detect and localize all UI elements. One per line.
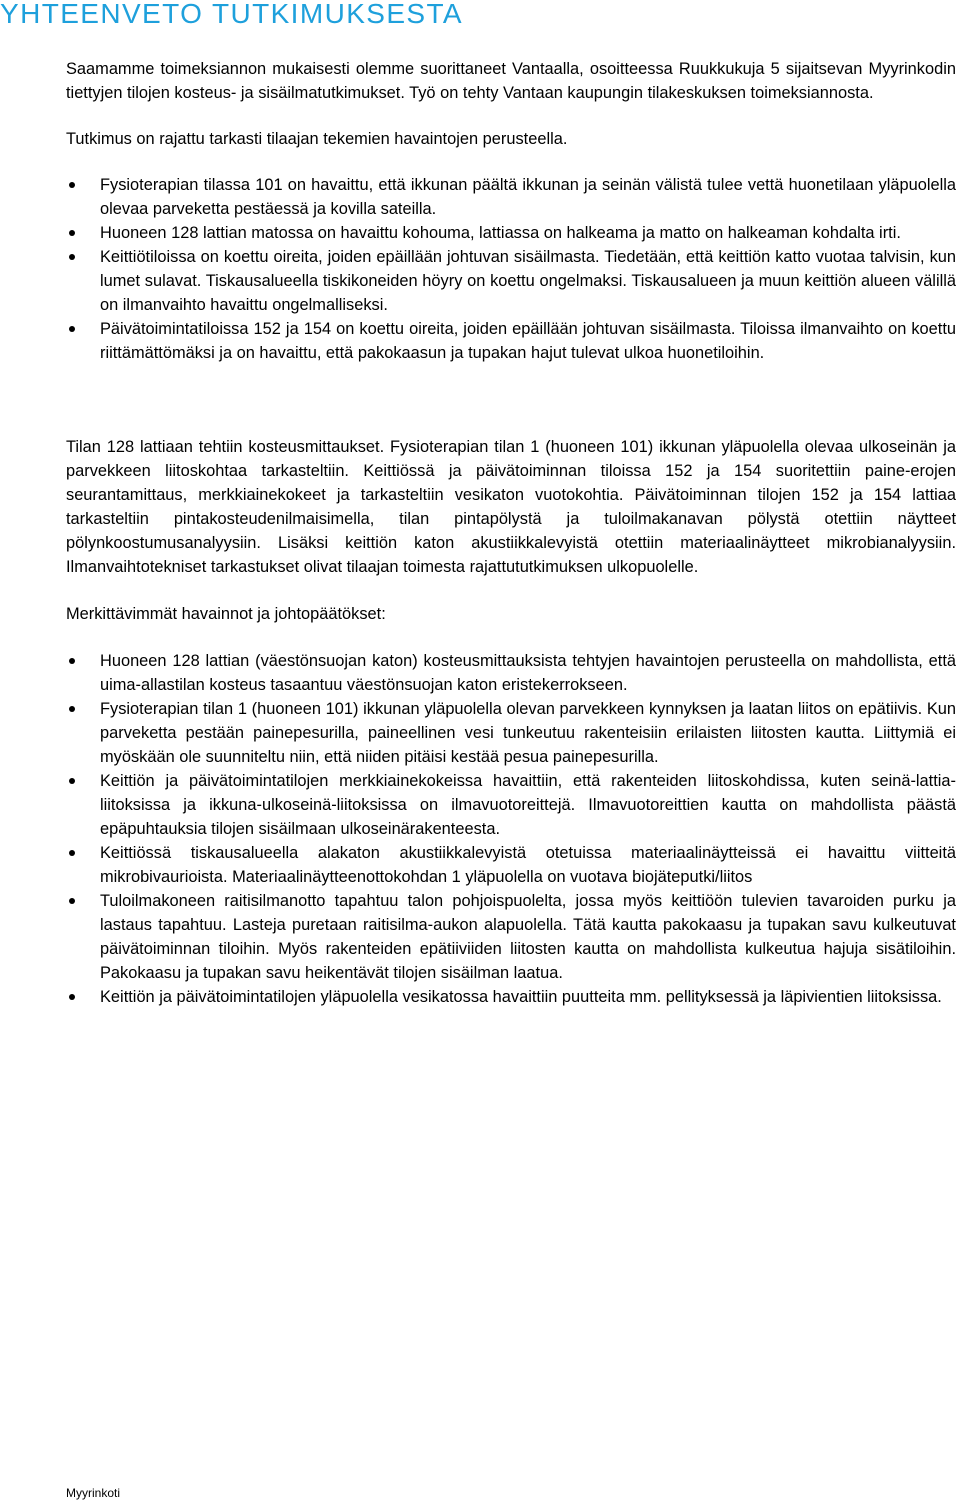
page-title: YHTEENVETO TUTKIMUKSESTA <box>0 0 464 29</box>
bullet-icon <box>69 658 75 664</box>
list-item <box>66 889 956 985</box>
list-item <box>66 317 956 365</box>
list-item-text: Keittiön ja päivätoimintatilojen yläpuolella vesikatossa havaittiin puutteita mm. pellityksessä ja läpivientien liitoksissa. <box>100 988 942 1006</box>
bullet-icon <box>69 254 75 260</box>
list-item <box>66 221 956 245</box>
page-footer: Myyrinkoti <box>66 1486 121 1500</box>
scope-paragraph: Tutkimus on rajattu tarkasti tilaajan tekemien havaintojen perusteella. <box>66 130 568 148</box>
list-item <box>66 649 956 697</box>
client-observations-list <box>66 173 956 365</box>
list-item <box>66 173 956 221</box>
list-item-text: Päivätoimintatiloissa 152 ja 154 on koettu oireita, joiden epäillään johtuvan sisäilmasta. Tiloissa ilmanvaihto on koettu riittämättömäksi ja on havaittu, että pakokaasun ja tupakan hajut tulevat ulkoa huonetiloihin. <box>100 320 956 362</box>
intro-paragraph: Saamamme toimeksiannon mukaisesti olemme suorittaneet Vantaalla, osoitteessa Ruukkukuja 5 sijaitsevan Myyrinkodin tiettyjen tilojen kosteus- ja sisäilmatutkimukset. Työ on tehty Vantaan kaupungin tilakeskuksen toimeksiannosta. <box>66 60 956 102</box>
findings-list <box>66 649 956 1009</box>
bullet-icon <box>69 326 75 332</box>
list-item-text: Fysioterapian tilan 1 (huoneen 101) ikkunan yläpuolella olevan parvekkeen kynnyksen ja laatan liitos on epätiivis. Kun parveketta pestään painepesurilla, paineellinen vesi tunkeutuu rakenteisiin erilaisten liitosten kautta. Liittymiä ei myöskään ole suunniteltu niin, että niiden pitäisi kestää pesua painepesurilla. <box>100 700 956 766</box>
list-item <box>66 697 956 769</box>
list-item <box>66 245 956 317</box>
list-item <box>66 841 956 889</box>
list-item-text: Fysioterapian tilassa 101 on havaittu, että ikkunan päältä ikkunan ja seinän välistä tulee vettä huonetilaan yläpuolella olevaa parveketta pestäessä ja kovilla sateilla. <box>100 176 956 218</box>
bullet-icon <box>69 778 75 784</box>
list-item-text: Tuloilmakoneen raitisilmanotto tapahtuu talon pohjoispuolelta, jossa myös keittiöön tulevien tavaroiden purku ja lastaus tapahtuu. Lasteja puretaan raitisilma-aukon alapuolella. Tätä kautta pakokaasu ja tupakan savu kulkeutuvat päivätoiminnan tiloihin. Myös rakenteiden epätiiviiden liitosten kautta on mahdollista kulkeutua hajuja sisätiloihin. Pakokaasu ja tupakan savu heikentävät tilojen sisäilman laatua. <box>100 892 956 982</box>
list-item-text: Huoneen 128 lattian matossa on havaittu kohouma, lattiassa on halkeama ja matto on halkeaman kohdalta irti. <box>100 224 901 242</box>
methods-paragraph: Tilan 128 lattiaan tehtiin kosteusmittaukset. Fysioterapian tilan 1 (huoneen 101) ikkunan yläpuolella olevaa ulkoseinän ja parvekkeen liitoskohtaa tarkasteltiin. Keittiössä ja päivätoiminnan tiloissa 152 ja 154 suoritettiin paine-erojen seurantamittaus, merkkiainekokeet ja tarkasteltiin vesikaton vuotokohtia. Päivätoiminnan tilojen 152 ja 154 lattiaa tarkasteltiin pintakosteudenilmaisimella, tilan pintapölystä ja tuloilmakanavan pölystä otettiin näytteet pölynkoostumusanalyysiin. Lisäksi keittiön katon akustiikkalevyistä otettiin materiaalinäytteet mikrobianalyysiin. Ilmanvaihtotekniset tarkastukset olivat tilaajan toimesta rajattututkimuksen ulkopuolelle. <box>66 438 956 576</box>
bullet-icon <box>69 850 75 856</box>
document-body <box>66 57 956 1009</box>
findings-heading: Merkittävimmät havainnot ja johtopäätökset: <box>66 605 386 623</box>
list-item <box>66 985 956 1009</box>
bullet-icon <box>69 182 75 188</box>
bullet-icon <box>69 230 75 236</box>
list-item <box>66 769 956 841</box>
list-item-text: Keittiön ja päivätoimintatilojen merkkiainekokeissa havaittiin, että rakenteiden liitoskohdissa, kuten seinä-lattia-liitoksissa ja ikkuna-ulkoseinä-liitoksissa on ilmavuotoreittejä. Ilmavuotoreittien kautta on mahdollista päästä epäpuhtauksia tilojen sisäilmaan ulkoseinärakenteesta. <box>100 772 956 838</box>
list-item-text: Keittiössä tiskausalueella alakaton akustiikkalevyistä otetuissa materiaalinäytteissä ei havaittu viitteitä mikrobivaurioista. Materiaalinäytteenottokohdan 1 yläpuolella on vuotava biojäteputki/liitos <box>100 844 956 886</box>
bullet-icon <box>69 706 75 712</box>
bullet-icon <box>69 898 75 904</box>
list-item-text: Keittiötiloissa on koettu oireita, joiden epäillään johtuvan sisäilmasta. Tiedetään, että keittiön katto vuotaa talvisin, kun lumet sulavat. Tiskausalueella tiskikoneiden höyry on koettu ongelmaksi. Tiskausalueen ja muun keittiön alueen välillä on ilmanvaihto havaittu ongelmalliseksi. <box>100 248 956 314</box>
bullet-icon <box>69 994 75 1000</box>
list-item-text: Huoneen 128 lattian (väestönsuojan katon) kosteusmittauksista tehtyjen havaintojen perusteella on mahdollista, että uima-allastilan kosteus tasaantuu väestönsuojan katon eristekerrokseen. <box>100 652 956 694</box>
